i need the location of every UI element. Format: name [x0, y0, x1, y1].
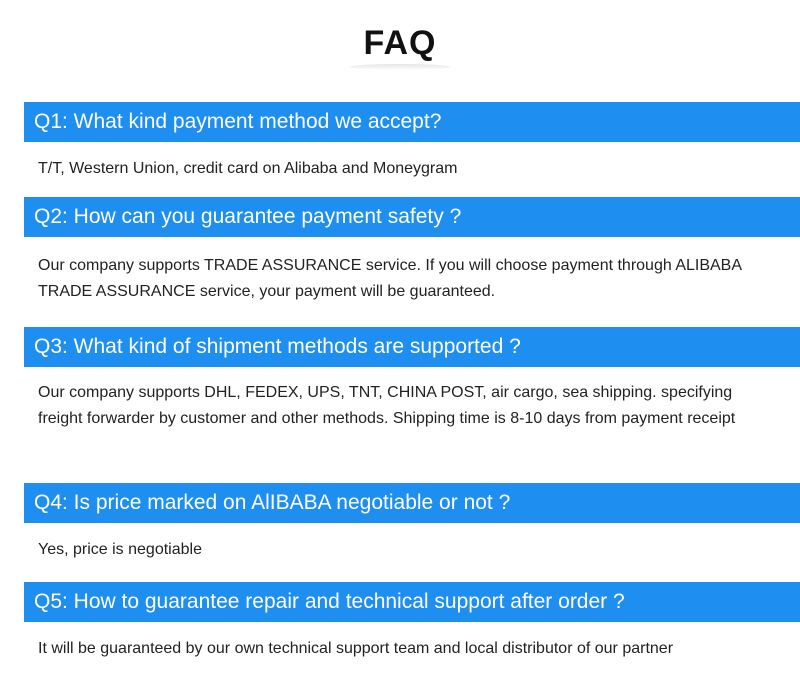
faq-question-4: Q4: Is price marked on AlIBABA negotiable or not ? — [24, 483, 800, 523]
faq-answer-3: Our company supports DHL, FEDEX, UPS, TNT, CHINA POST, air cargo, sea shipping. specifying freight forwarder by customer and other methods. Shipping time is 8-10 days from payment receipt — [38, 384, 736, 427]
faq-question-3: Q3: What kind of shipment methods are supported ? — [24, 327, 800, 367]
faq-answer-5: It will be guaranteed by our own technical support team and local distributor of our partner — [38, 640, 674, 657]
faq-answer-1: T/T, Western Union, credit card on Alibaba and Moneygram — [38, 160, 458, 177]
page-title: FAQ — [363, 24, 437, 62]
faq-answer-2: Our company supports TRADE ASSURANCE service. If you will choose payment through ALIBABA TRADE ASSURANCE service, your payment will be guaranteed. — [38, 257, 742, 300]
faq-question-5: Q5: How to guarantee repair and technical support after order ? — [24, 582, 800, 622]
title-shadow — [350, 64, 450, 70]
faq-question-2: Q2: How can you guarantee payment safety ? — [24, 197, 800, 237]
faq-answer-4: Yes, price is negotiable — [38, 541, 202, 558]
faq-question-1: Q1: What kind payment method we accept? — [24, 102, 800, 142]
